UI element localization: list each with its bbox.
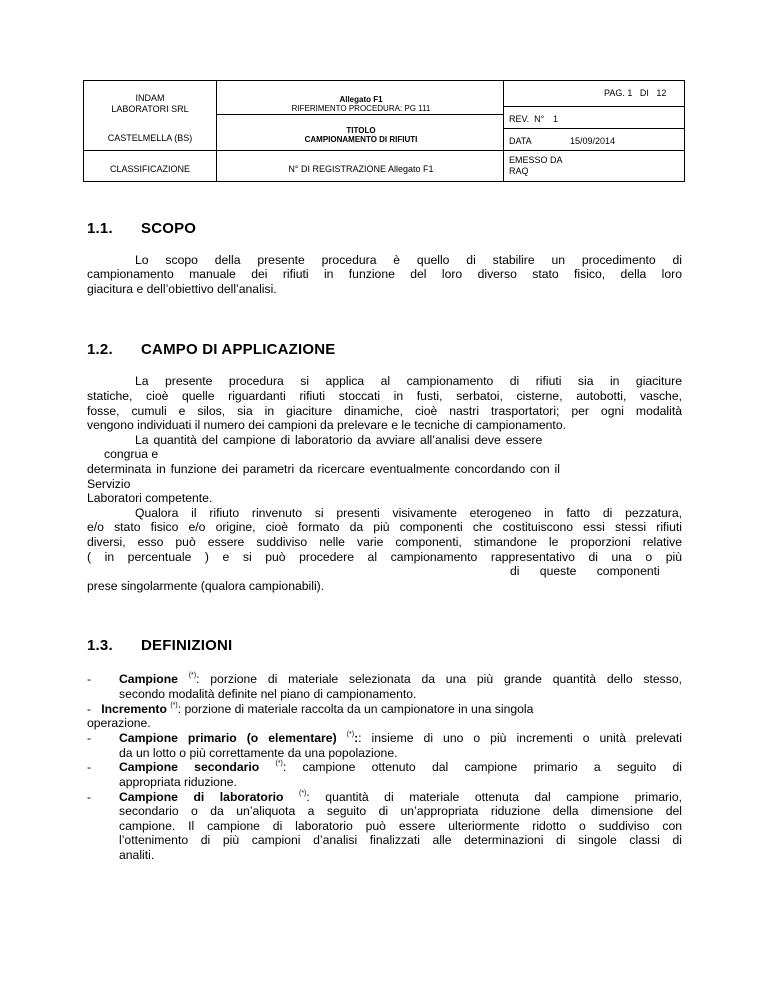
divider xyxy=(503,106,685,107)
company-location: CASTELMELLA (BS) xyxy=(107,133,193,143)
definition-text: l’ottenimento di più campioni d’analisi finalizzati alle determinazioni di singole classi di xyxy=(119,833,682,847)
definition-text: secondario o da un’aliquota a seguito di un’appropriata riduzione della dimensione del xyxy=(119,804,682,818)
campo-text: vengono individuati il numero dei campioni da prelevare e le tecniche di campionamento. xyxy=(87,418,566,432)
classification-label: CLASSIFICAZIONE xyxy=(109,164,190,174)
definition-text: analiti. xyxy=(119,848,155,862)
revision-value: 1 xyxy=(553,114,559,124)
issued-by-value: RAQ xyxy=(509,166,529,176)
scopo-text: Lo scopo della presente procedura è quello di stabilire un procedimento di xyxy=(135,253,682,267)
campo-text: Servizio xyxy=(87,477,131,491)
registration-number: N° DI REGISTRAZIONE Allegato F1 xyxy=(288,164,434,174)
definition-incremento: - Incremento (*): porzione di materiale raccolta da un campionatore in una singola xyxy=(87,702,534,716)
campo-text: La presente procedura si applica al campionamento di rifiuti sia in giaciture xyxy=(135,374,682,388)
document-title: CAMPIONAMENTO DI RIFIUTI xyxy=(304,135,418,144)
procedure-reference: RIFERIMENTO PROCEDURA: PG 111 xyxy=(291,104,431,113)
campo-text: prese singolarmente (qualora campionabili). xyxy=(87,579,325,593)
campo-text: di queste componenti xyxy=(510,564,660,578)
campo-text: diversi, esso può essere suddiviso nelle varie componenti, stimandone le proporzioni relative xyxy=(87,535,682,549)
list-bullet: - xyxy=(87,731,92,745)
issued-by-label: EMESSO DA xyxy=(509,155,563,165)
campo-text: La quantità del campione di laboratorio da avviare all’analisi deve essere xyxy=(135,433,543,447)
list-bullet: - xyxy=(87,672,92,686)
definition-text: appropriata riduzione. xyxy=(119,775,237,789)
definition-text: operazione. xyxy=(87,716,151,730)
date-label: DATA xyxy=(509,136,532,146)
definition-text: campione. Il campione di laboratorio può essere ulteriormente ridotto o suddiviso con xyxy=(119,819,682,833)
list-bullet: - xyxy=(87,790,92,804)
section-heading-definizioni: 1.3. DEFINIZIONI xyxy=(87,637,233,654)
document-header-table xyxy=(83,80,685,182)
title-label: TITOLO xyxy=(346,126,376,135)
campo-text: determinata in funzione dei parametri da ricercare eventualmente concordando con il xyxy=(87,462,560,476)
company-name-line2: LABORATORI SRL xyxy=(111,104,189,114)
campo-text: ( in percentuale ) e si può procedere al campionamento rappresentativo di una o più xyxy=(87,550,682,564)
definition-text: secondo modalità definite nel piano di campionamento. xyxy=(119,687,417,701)
campo-text: Qualora il rifiuto rinvenuto si presenti visivamente eterogeneo in fatto di pezzatura, xyxy=(135,506,682,520)
definition-campione-primario: Campione primario (o elementare) (*):: insieme di uno o più incrementi o unità prelevati xyxy=(119,731,682,745)
list-bullet: - xyxy=(87,760,92,774)
scopo-text: campionamento manuale dei rifiuti in funzione del loro diverso stato fisico, della loro xyxy=(87,267,682,281)
document-code: Allegato F1 xyxy=(339,95,383,104)
definition-campione-secondario: Campione secondario (*): campione ottenuto dal campione primario a seguito di xyxy=(119,760,682,774)
page-number: PAG. 1 DI 12 xyxy=(604,88,667,98)
scopo-text: giacitura e dell’obiettivo dell’analisi. xyxy=(87,282,277,296)
company-name: INDAM xyxy=(135,93,165,103)
section-heading-campo: 1.2. CAMPO DI APPLICAZIONE xyxy=(87,341,336,358)
campo-text: Laboratori competente. xyxy=(87,491,213,505)
date-value: 15/09/2014 xyxy=(570,136,616,146)
campo-text: statiche, cioè quelle riguardanti rifiuti stoccati in fusti, serbatoi, cisterne, autobotti, vasche, xyxy=(87,389,682,403)
definition-campione-laboratorio: Campione di laboratorio (*): quantità di materiale ottenuta dal campione primario, xyxy=(119,790,682,804)
section-heading-scopo: 1.1. SCOPO xyxy=(87,220,197,237)
definition-text: da un lotto o più correttamente da una popolazione. xyxy=(119,746,398,760)
campo-text: congrua e xyxy=(104,447,159,461)
campo-text: fosse, cumuli e silos, sia in giaciture dinamiche, cioè nastri trasportatori; per ogni modalità xyxy=(87,404,682,418)
divider xyxy=(503,128,685,129)
divider xyxy=(216,114,504,115)
campo-text: e/o stato fisico e/o origine, cioè formato da più componenti che costituiscono essi stessi rifiuti xyxy=(87,520,682,534)
definition-campione: Campione (*): porzione di materiale selezionata da una più grande quantità dello stesso, xyxy=(119,672,682,686)
revision-label: REV. N° xyxy=(509,114,545,124)
divider xyxy=(84,150,685,151)
